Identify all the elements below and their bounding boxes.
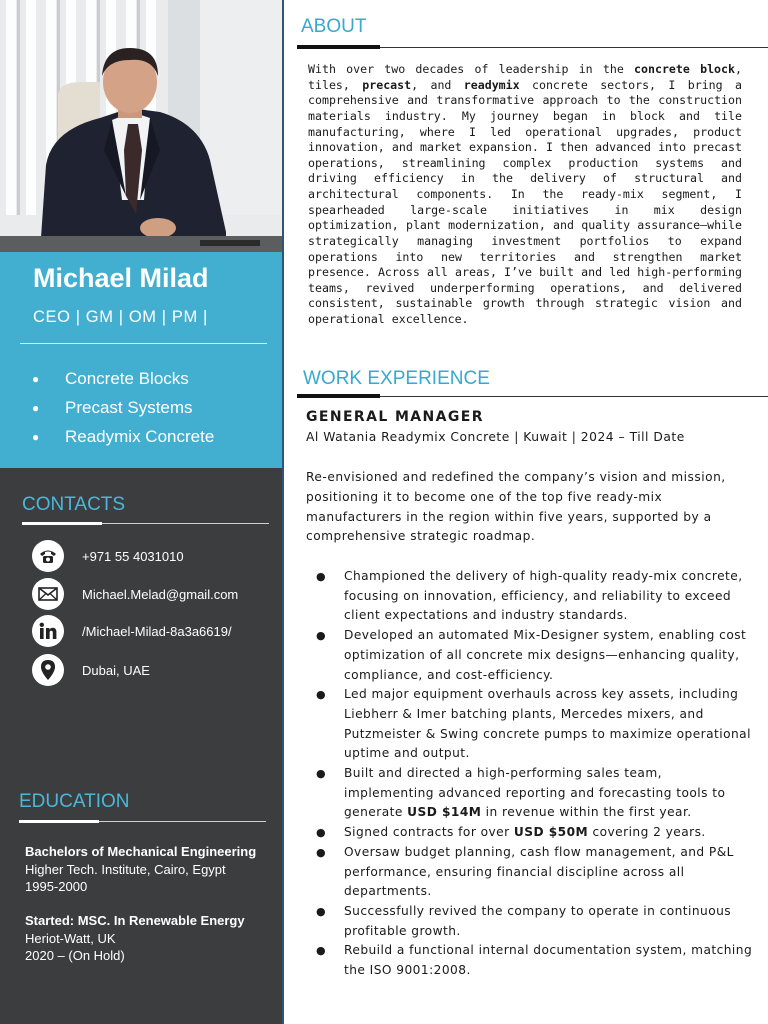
bullet-icon: ● bbox=[316, 944, 327, 958]
achievement-highlight: USD $14M bbox=[407, 805, 482, 820]
about-text-run: , tiles, bbox=[308, 62, 742, 92]
achievement-text: covering 2 years. bbox=[588, 825, 706, 840]
achievement-item bbox=[306, 941, 756, 980]
profile-name: Michael Milad bbox=[33, 263, 209, 293]
about-rule bbox=[297, 45, 768, 49]
specialty-item: ● Precast Systems bbox=[32, 397, 193, 417]
bullet-icon: ● bbox=[316, 688, 327, 702]
bullet-icon: ● bbox=[32, 429, 40, 444]
achievement-text: Built and directed a high-performing sales team, implementing advanced reporting and forecasting tools to generate bbox=[344, 766, 726, 820]
bullet-icon: ● bbox=[316, 845, 327, 859]
specialty-item: ● Readymix Concrete bbox=[32, 426, 215, 446]
degree-title: Started: MSC. In Renewable Energy bbox=[25, 913, 245, 928]
education-rule bbox=[19, 820, 266, 823]
achievement-item bbox=[306, 902, 756, 941]
location-text: Dubai, UAE bbox=[82, 662, 150, 678]
contact-linkedin[interactable] bbox=[32, 615, 232, 647]
achievement-text: Oversaw budget planning, cash flow management, and P&L performance, ensuring financial discipline across all departments. bbox=[344, 844, 734, 899]
school-name: Higher Tech. Institute, Cairo, Egypt bbox=[25, 861, 226, 877]
achievement-item bbox=[306, 685, 756, 764]
achievement-item bbox=[306, 823, 756, 843]
about-keyword: readymix bbox=[463, 77, 520, 92]
achievement-text: Championed the delivery of high-quality ready-mix concrete, focusing on innovation, efficiency, and reliability to exceed client expectations and industry standards. bbox=[344, 569, 743, 623]
linkedin-text: /Michael-Milad-8a3a6619/ bbox=[82, 623, 232, 639]
contact-phone[interactable] bbox=[32, 540, 184, 572]
bullet-icon: ● bbox=[316, 767, 327, 781]
achievement-text: Signed contracts for over bbox=[344, 825, 514, 840]
achievement-item bbox=[306, 567, 756, 626]
bullet-icon: ● bbox=[316, 629, 327, 643]
job-title: GENERAL MANAGER bbox=[306, 409, 484, 425]
achievement-text: in revenue within the first year. bbox=[481, 805, 692, 820]
phone-icon bbox=[32, 540, 64, 572]
about-heading: ABOUT bbox=[301, 16, 367, 37]
degree-title: Bachelors of Mechanical Engineering bbox=[25, 844, 257, 859]
achievement-text: Led major equipment overhauls across key assets, including Liebherr & Imer batching plants, Mercedes mixers, and Putzmeister & Swing concrete pumps to maximize operational uptime and output. bbox=[344, 687, 751, 761]
about-text-run: With over two decades of leadership in the bbox=[308, 62, 635, 76]
profile-photo bbox=[0, 0, 282, 252]
name-divider bbox=[20, 343, 267, 344]
sidebar bbox=[0, 0, 282, 1024]
about-keyword: precast bbox=[362, 77, 412, 92]
column-divider bbox=[282, 0, 284, 1024]
achievement-text: Successfully revived the company to operate in continuous profitable growth. bbox=[344, 903, 732, 938]
education-heading: EDUCATION bbox=[19, 791, 130, 812]
bullet-icon: ● bbox=[316, 826, 327, 840]
linkedin-icon bbox=[32, 615, 64, 647]
bullet-icon: ● bbox=[316, 570, 327, 583]
achievement-text: Developed an automated Mix-Designer system, enabling cost optimization of all concrete mix designs—enhancing quality, compliance, and cost-efficiency. bbox=[344, 628, 747, 682]
contact-location bbox=[32, 654, 150, 686]
bullet-icon: ● bbox=[32, 400, 40, 415]
contacts-rule bbox=[22, 522, 269, 525]
email-icon bbox=[32, 578, 64, 610]
profile-roles: CEO | GM | OM | PM | bbox=[33, 308, 208, 326]
specialties-list bbox=[32, 364, 214, 451]
achievement-highlight: USD $50M bbox=[513, 825, 589, 840]
phone-text: +971 55 4031010 bbox=[82, 548, 184, 564]
about-text-run: concrete sectors, I bring a comprehensive and transformative approach to the construction materials industry. My journey began in block and tile manufacturing, where I led operational upgrades, product innovation, and market expansion. I then advanced into precast operations, streamlining complex production systems and driving efficiency in the delivery of structural and architectural components. In the ready-mix segment, I spearheaded large-scale initiatives in mix design optimization, plant modernization, and quality assurance—while strategically managing investment portfolios to expand operations into new territories and strengthen market presence. Across all areas, I’ve built and led high-performing teams, revived underperforming operations, and delivered consistent, sustainable growth through strategic vision and operational excellence. bbox=[308, 77, 742, 326]
contacts-heading: CONTACTS bbox=[22, 494, 126, 515]
job-summary: Re-envisioned and redefined the company’s vision and mission, positioning it to become one of the top five ready-mix manufacturers in the region within five years, supported by a comprehensive strategic roadmap. bbox=[306, 470, 726, 544]
school-years: 1995-2000 bbox=[25, 879, 88, 894]
bullet-icon: ● bbox=[316, 904, 327, 918]
experience-rule bbox=[297, 394, 768, 398]
job-company-line: Al Watania Readymix Concrete | Kuwait | 2024 – Till Date bbox=[306, 430, 685, 444]
achievement-item bbox=[306, 764, 756, 823]
achievement-item bbox=[306, 626, 756, 685]
bullet-icon: ● bbox=[32, 371, 40, 386]
school-years: 2020 – (On Hold) bbox=[25, 948, 125, 963]
about-keyword: concrete block bbox=[634, 62, 735, 76]
specialty-item: ● Concrete Blocks bbox=[32, 368, 189, 388]
about-text-run: , and bbox=[411, 77, 464, 92]
contact-email[interactable] bbox=[32, 578, 238, 610]
achievement-text: Rebuild a functional internal documentation system, matching the ISO 9001:2008. bbox=[344, 943, 753, 978]
email-text: Michael.Melad@gmail.com bbox=[82, 586, 239, 602]
achievement-item bbox=[306, 843, 756, 902]
school-name: Heriot-Watt, UK bbox=[25, 930, 116, 946]
education-entry bbox=[25, 843, 256, 896]
education-entry bbox=[25, 912, 245, 965]
experience-heading: WORK EXPERIENCE bbox=[303, 368, 490, 389]
about-text bbox=[308, 62, 742, 328]
achievements-list bbox=[306, 567, 756, 981]
location-pin-icon bbox=[32, 654, 64, 686]
